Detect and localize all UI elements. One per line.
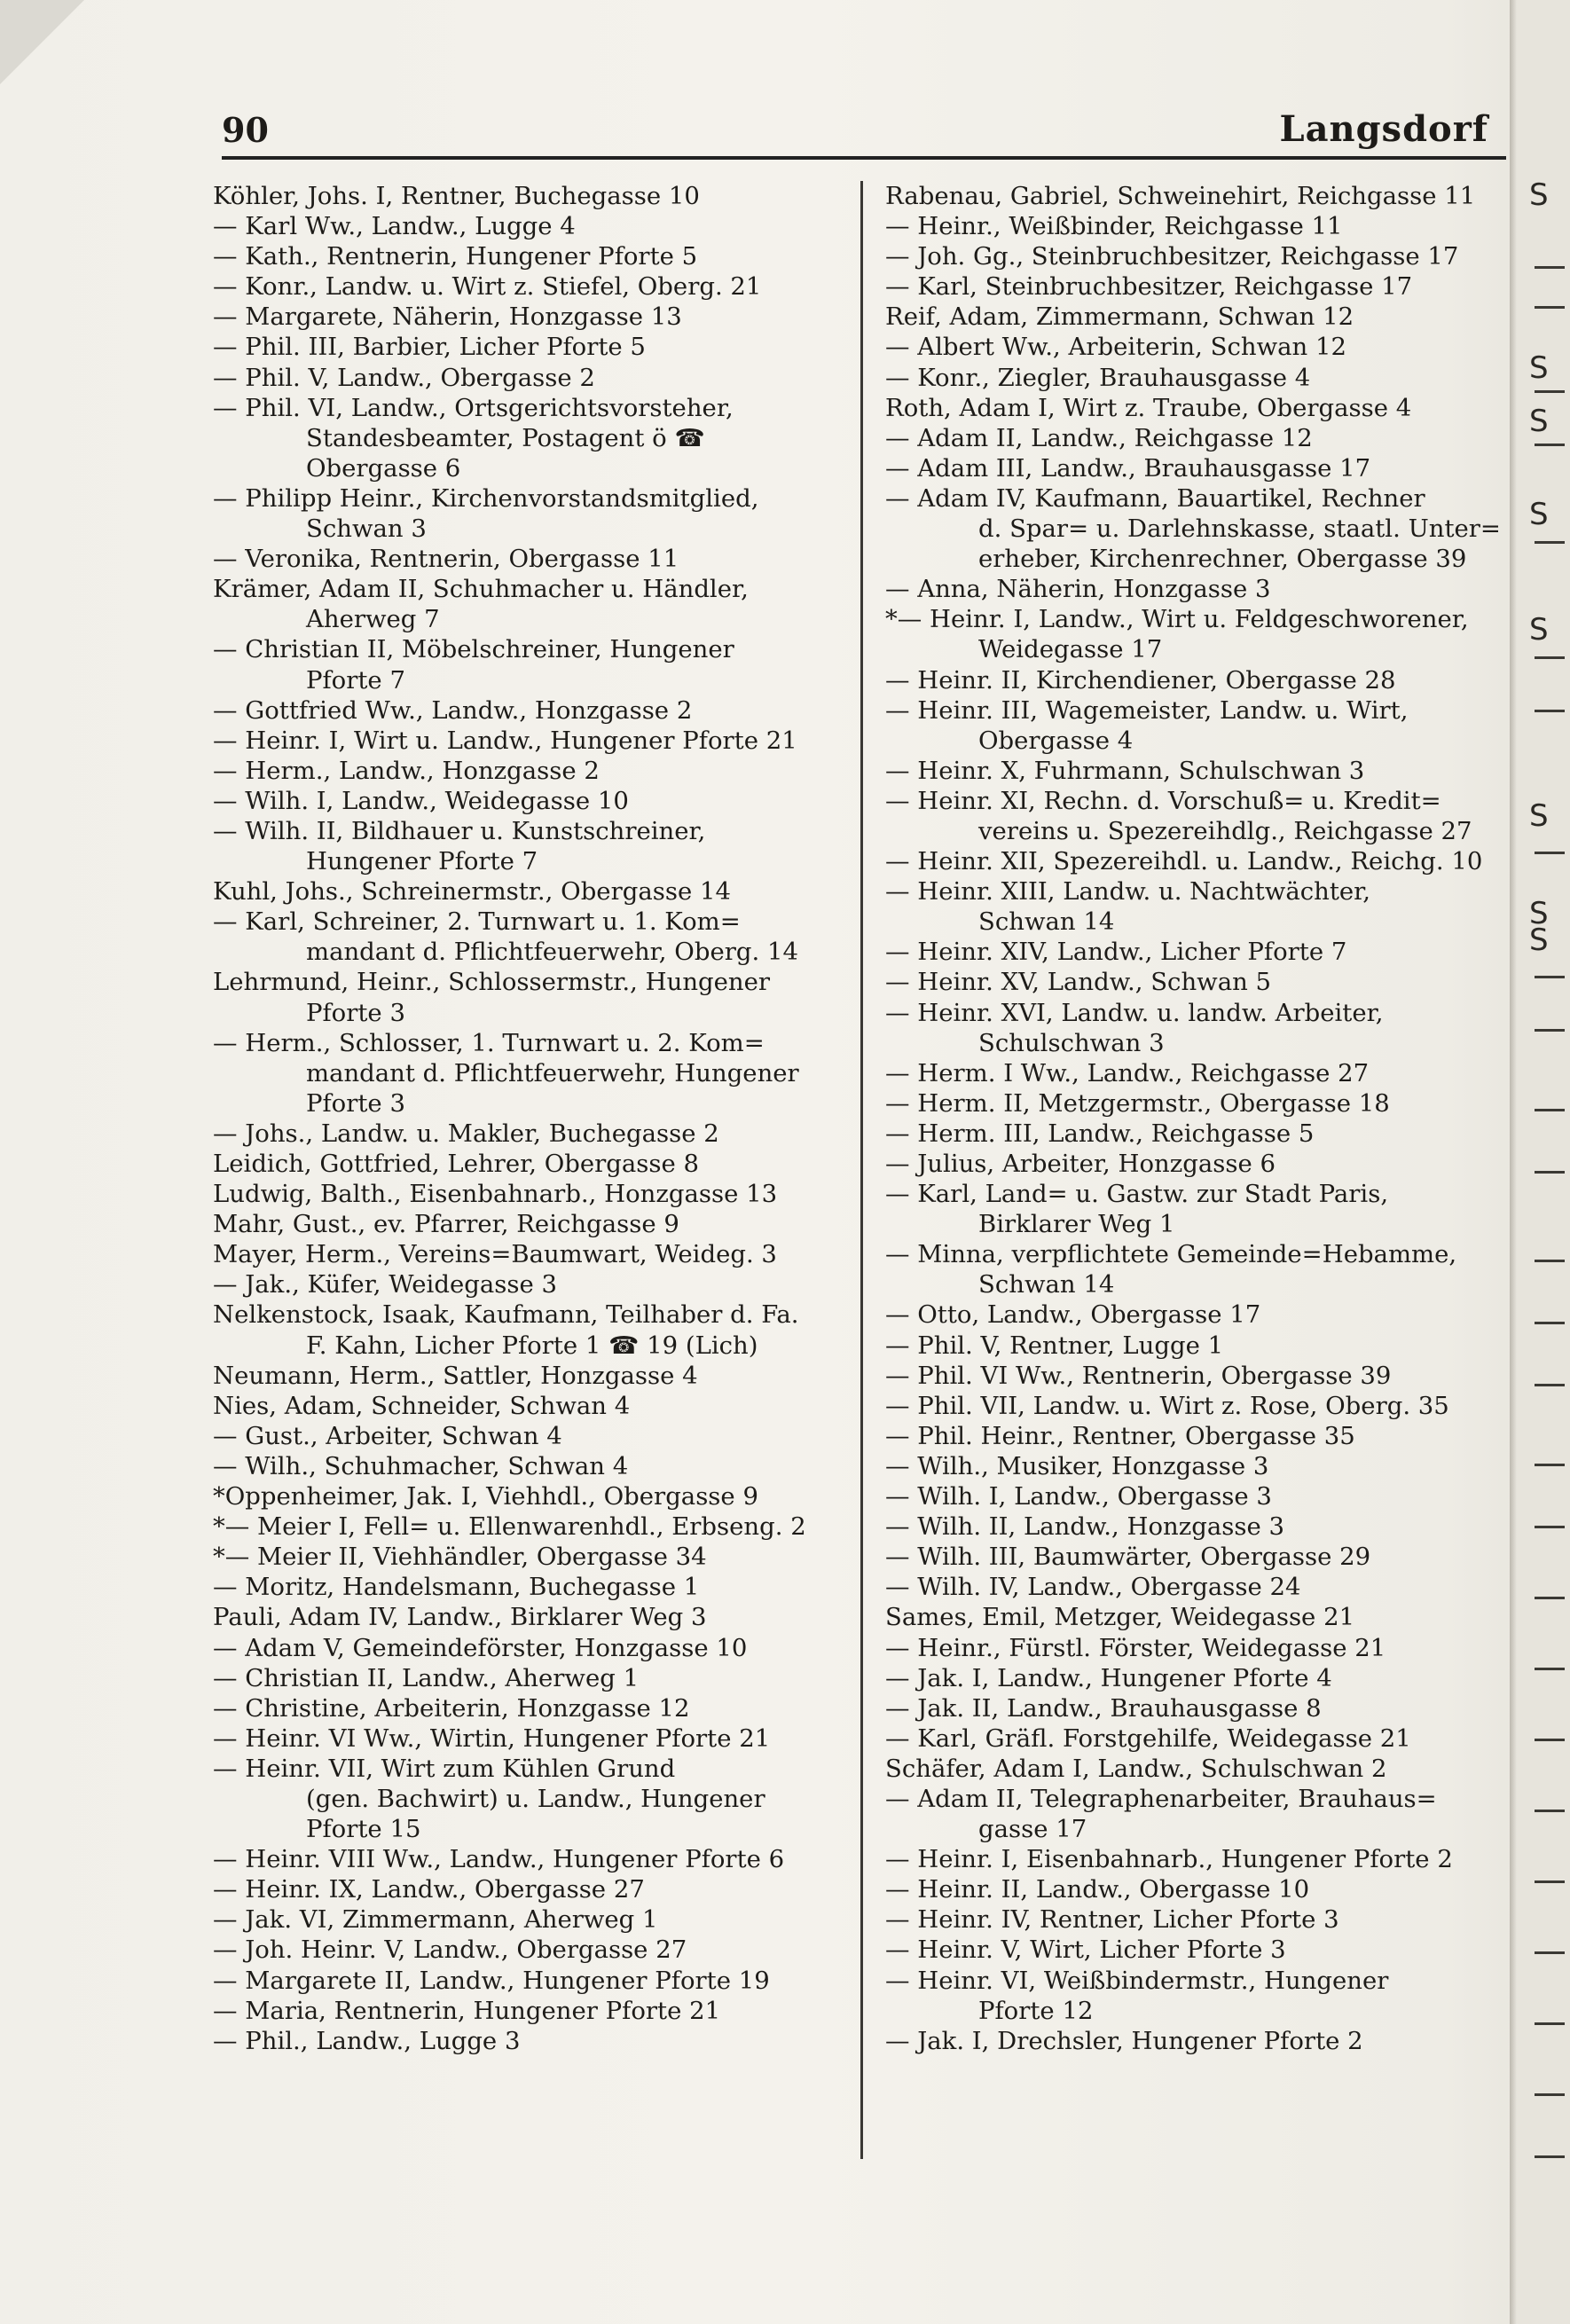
adjacent-page-edge <box>1510 0 1570 2324</box>
directory-entry-continuation: Hungener Pforte 7 <box>306 847 538 876</box>
adjacent-page-letter: S <box>1529 923 1549 958</box>
adjacent-page-dash <box>1535 1597 1565 1599</box>
directory-entry-continuation: Obergasse 4 <box>978 726 1134 755</box>
directory-entry: — Heinr. X, Fuhrmann, Schulschwan 3 <box>885 756 1365 785</box>
directory-entry: — Jak. II, Landw., Brauhausgasse 8 <box>885 1693 1322 1723</box>
directory-entry: — Christian II, Landw., Aherweg 1 <box>213 1663 640 1692</box>
directory-entry: Schäfer, Adam I, Landw., Schulschwan 2 <box>885 1754 1387 1783</box>
adjacent-page-letter: S <box>1529 612 1549 648</box>
directory-entry: — Heinr. XII, Spezereihdl. u. Landw., Reichg. 10 <box>885 847 1483 876</box>
directory-entry: — Wilh. I, Landw., Obergasse 3 <box>885 1482 1272 1511</box>
directory-entry: — Phil. III, Barbier, Licher Pforte 5 <box>213 333 646 362</box>
left-column <box>213 181 834 2056</box>
directory-entry: — Jak., Küfer, Weidegasse 3 <box>213 1270 557 1299</box>
directory-entry: Nelkenstock, Isaak, Kaufmann, Teilhaber d. Fa. <box>213 1300 799 1330</box>
adjacent-page-dash <box>1535 710 1565 712</box>
directory-entry: — Karl, Schreiner, 2. Turnwart u. 1. Kom= <box>213 907 741 937</box>
directory-entry: — Heinr. I, Eisenbahnarb., Hungener Pforte 2 <box>885 1845 1453 1874</box>
directory-entry-continuation: Pforte 15 <box>306 1815 421 1844</box>
adjacent-page-dash <box>1535 1880 1565 1883</box>
directory-entry: — Adam II, Telegraphenarbeiter, Brauhaus= <box>885 1784 1437 1813</box>
directory-entry: — Minna, verpflichtete Gemeinde=Hebamme, <box>885 1240 1457 1269</box>
directory-entry: — Heinr. VI, Weißbindermstr., Hungener <box>885 1966 1389 1995</box>
adjacent-page-dash <box>1535 1739 1565 1741</box>
directory-entry: — Anna, Näherin, Honzgasse 3 <box>885 575 1271 604</box>
adjacent-page-dash <box>1535 266 1565 269</box>
directory-entry: — Herm. I Ww., Landw., Reichgasse 27 <box>885 1058 1370 1087</box>
directory-entry-continuation: Pforte 7 <box>306 665 405 695</box>
adjacent-page-dash <box>1535 444 1565 446</box>
directory-entry-continuation: Schulschwan 3 <box>978 1028 1165 1057</box>
directory-entry-continuation: Schwan 3 <box>306 514 427 544</box>
directory-entry: — Wilh. III, Baumwärter, Obergasse 29 <box>885 1543 1371 1572</box>
directory-entry: — Margarete, Näherin, Honzgasse 13 <box>213 302 682 332</box>
directory-entry: — Gottfried Ww., Landw., Honzgasse 2 <box>213 695 693 725</box>
directory-entry-continuation: Aherweg 7 <box>306 605 440 634</box>
directory-entry: — Johs., Landw. u. Makler, Buchegasse 2 <box>213 1119 719 1148</box>
directory-entry-continuation: Obergasse 6 <box>306 453 461 483</box>
page-corner-fold <box>0 0 84 84</box>
adjacent-page-dash <box>1535 1464 1565 1466</box>
directory-entry: — Joh. Heinr. V, Landw., Obergasse 27 <box>213 1935 687 1965</box>
adjacent-page-dash <box>1535 1951 1565 1954</box>
directory-entry: — Kath., Rentnerin, Hungener Pforte 5 <box>213 242 698 271</box>
directory-entry: — Phil. Heinr., Rentner, Obergasse 35 <box>885 1421 1355 1450</box>
directory-entry: — Otto, Landw., Obergasse 17 <box>885 1300 1261 1330</box>
directory-entry: — Heinr. IV, Rentner, Licher Pforte 3 <box>885 1905 1339 1935</box>
directory-entry-continuation: gasse 17 <box>978 1815 1087 1844</box>
directory-entry: — Heinr. XI, Rechn. d. Vorschuß= u. Kredit= <box>885 786 1441 815</box>
directory-entry: — Moritz, Handelsmann, Buchegasse 1 <box>213 1573 700 1602</box>
adjacent-page-dash <box>1535 2093 1565 2096</box>
directory-entry: Köhler, Johs. I, Rentner, Buchegasse 10 <box>213 182 700 210</box>
column-divider <box>860 181 863 2159</box>
directory-entry: — Gust., Arbeiter, Schwan 4 <box>213 1421 562 1450</box>
directory-entry: — Jak. I, Drechsler, Hungener Pforte 2 <box>885 2026 1363 2055</box>
right-column <box>885 181 1506 2056</box>
directory-entry: — Wilh., Schuhmacher, Schwan 4 <box>213 1451 629 1480</box>
directory-entry: — Konr., Landw. u. Wirt z. Stiefel, Oberg. 21 <box>213 272 762 302</box>
directory-entry-continuation: vereins u. Spezereihdlg., Reichgasse 27 <box>978 816 1472 845</box>
directory-entry: — Philipp Heinr., Kirchenvorstandsmitglied, <box>213 483 759 513</box>
directory-entry: — Heinr. VI Ww., Wirtin, Hungener Pforte 21 <box>213 1723 771 1753</box>
directory-entry: — Julius, Arbeiter, Honzgasse 6 <box>885 1150 1276 1178</box>
adjacent-page-letter: S <box>1529 798 1549 834</box>
directory-entry: — Phil. VII, Landw. u. Wirt z. Rose, Oberg. 35 <box>885 1391 1449 1420</box>
directory-entry: — Karl, Land= u. Gastw. zur Stadt Paris, <box>885 1180 1389 1209</box>
directory-entry: — Heinr. III, Wagemeister, Landw. u. Wirt, <box>885 695 1409 725</box>
directory-entry: — Wilh., Musiker, Honzgasse 3 <box>885 1451 1269 1480</box>
adjacent-page-dash <box>1535 1384 1565 1386</box>
adjacent-page-dash <box>1535 1526 1565 1528</box>
adjacent-page-letter: S <box>1529 404 1549 439</box>
directory-entry: Lehrmund, Heinr., Schlossermstr., Hungener <box>213 968 771 997</box>
directory-entry: — Herm. III, Landw., Reichgasse 5 <box>885 1119 1315 1148</box>
adjacent-page-dash <box>1535 852 1565 854</box>
directory-entry: — Veronika, Rentnerin, Obergasse 11 <box>213 545 679 574</box>
directory-entry: — Christine, Arbeiterin, Honzgasse 12 <box>213 1693 690 1723</box>
adjacent-page-letter: S <box>1529 497 1549 532</box>
directory-entry: — Karl, Gräfl. Forstgehilfe, Weidegasse 21 <box>885 1723 1411 1753</box>
directory-entry-continuation: Pforte 3 <box>306 998 405 1027</box>
directory-entry: Mayer, Herm., Vereins=Baumwart, Weideg. 3 <box>213 1240 777 1269</box>
directory-entry: — Karl, Steinbruchbesitzer, Reichgasse 17 <box>885 272 1413 302</box>
directory-entry-continuation: Pforte 3 <box>306 1088 405 1118</box>
directory-entry: — Wilh. IV, Landw., Obergasse 24 <box>885 1573 1301 1602</box>
adjacent-page-dash <box>1535 1810 1565 1812</box>
directory-entry: *— Meier II, Viehhändler, Obergasse 34 <box>213 1543 707 1572</box>
directory-entry: Reif, Adam, Zimmermann, Schwan 12 <box>885 302 1354 332</box>
directory-entry: — Adam V, Gemeindeförster, Honzgasse 10 <box>213 1633 748 1662</box>
directory-entry: — Heinr. II, Landw., Obergasse 10 <box>885 1875 1310 1904</box>
directory-entry-continuation: d. Spar= u. Darlehnskasse, staatl. Unter= <box>978 514 1501 544</box>
directory-entry: — Karl Ww., Landw., Lugge 4 <box>213 212 576 241</box>
directory-entry: — Heinr. I, Wirt u. Landw., Hungener Pforte 21 <box>213 726 797 755</box>
directory-entry: — Jak. I, Landw., Hungener Pforte 4 <box>885 1663 1332 1692</box>
adjacent-page-dash <box>1535 1029 1565 1032</box>
directory-entry: — Heinr. XIII, Landw. u. Nachtwächter, <box>885 877 1371 907</box>
adjacent-page-dash <box>1535 976 1565 978</box>
directory-entry: Krämer, Adam II, Schuhmacher u. Händler, <box>213 575 749 604</box>
directory-entry: — Heinr. XVI, Landw. u. landw. Arbeiter, <box>885 998 1384 1027</box>
adjacent-page-dash <box>1535 1668 1565 1670</box>
directory-entry: — Maria, Rentnerin, Hungener Pforte 21 <box>213 1996 721 2025</box>
directory-entry: — Margarete II, Landw., Hungener Pforte 19 <box>213 1966 770 1995</box>
directory-entry-continuation: Weidegasse 17 <box>978 635 1163 664</box>
directory-entry: — Wilh. II, Bildhauer u. Kunstschreiner, <box>213 816 706 845</box>
directory-entry-continuation: Schwan 14 <box>978 1270 1115 1299</box>
directory-entry: — Heinr. VIII Ww., Landw., Hungener Pforte 6 <box>213 1845 785 1874</box>
directory-entry: Ludwig, Balth., Eisenbahnarb., Honzgasse 13 <box>213 1180 778 1209</box>
running-head: Langsdorf <box>1279 108 1488 150</box>
directory-entry: Neumann, Herm., Sattler, Honzgasse 4 <box>213 1361 698 1390</box>
directory-entry: — Christian II, Möbelschreiner, Hungener <box>213 635 734 664</box>
directory-entry: — Albert Ww., Arbeiterin, Schwan 12 <box>885 333 1346 362</box>
page-gutter-shadow <box>1510 0 1517 2324</box>
adjacent-page-dash <box>1535 541 1565 544</box>
directory-entry: — Heinr. IX, Landw., Obergasse 27 <box>213 1875 645 1904</box>
directory-entry: — Wilh. II, Landw., Honzgasse 3 <box>885 1512 1284 1542</box>
directory-entry: Kuhl, Johs., Schreinermstr., Obergasse 14 <box>213 877 731 907</box>
adjacent-page-letter: S <box>1529 896 1549 931</box>
directory-entry: — Wilh. I, Landw., Weidegasse 10 <box>213 786 629 815</box>
directory-entry: — Phil. V, Rentner, Lugge 1 <box>885 1331 1224 1360</box>
directory-entry-continuation: erheber, Kirchenrechner, Obergasse 39 <box>978 545 1467 574</box>
directory-entry: Leidich, Gottfried, Lehrer, Obergasse 8 <box>213 1150 700 1178</box>
directory-entry-continuation: Birklarer Weg 1 <box>978 1210 1175 1239</box>
directory-entry: — Adam II, Landw., Reichgasse 12 <box>885 423 1313 452</box>
adjacent-page-dash <box>1535 1322 1565 1324</box>
directory-entry: — Phil. VI, Landw., Ortsgerichtsvorsteher, <box>213 393 734 422</box>
adjacent-page-letter: S <box>1529 177 1549 213</box>
directory-entry: — Herm., Schlosser, 1. Turnwart u. 2. Kom= <box>213 1028 765 1057</box>
directory-entry: — Heinr. V, Wirt, Licher Pforte 3 <box>885 1935 1286 1965</box>
directory-entry-continuation: Standesbeamter, Postagent ö ☎ <box>306 423 705 452</box>
adjacent-page-dash <box>1535 390 1565 393</box>
directory-entry: Roth, Adam I, Wirt z. Traube, Obergasse 4 <box>885 393 1412 422</box>
directory-entry: — Jak. VI, Zimmermann, Aherweg 1 <box>213 1905 658 1935</box>
adjacent-page-dash <box>1535 2155 1565 2158</box>
directory-entry: — Heinr. II, Kirchendiener, Obergasse 28 <box>885 665 1396 695</box>
directory-entry: — Heinr. VII, Wirt zum Kühlen Grund <box>213 1754 676 1783</box>
directory-entry-continuation: Schwan 14 <box>978 907 1115 937</box>
directory-entry: — Herm. II, Metzgermstr., Obergasse 18 <box>885 1088 1390 1118</box>
adjacent-page-dash <box>1535 2022 1565 2025</box>
directory-entry: — Joh. Gg., Steinbruchbesitzer, Reichgasse 17 <box>885 242 1459 271</box>
directory-entry-continuation: mandant d. Pflichtfeuerwehr, Oberg. 14 <box>306 938 798 967</box>
page-number: 90 <box>222 110 269 150</box>
directory-entry: — Heinr., Fürstl. Förster, Weidegasse 21 <box>885 1633 1386 1662</box>
directory-entry: — Heinr. XV, Landw., Schwan 5 <box>885 968 1272 997</box>
adjacent-page-dash <box>1535 656 1565 659</box>
directory-entry: Nies, Adam, Schneider, Schwan 4 <box>213 1391 631 1420</box>
directory-entry: — Adam IV, Kaufmann, Bauartikel, Rechner <box>885 483 1425 513</box>
directory-entry: Rabenau, Gabriel, Schweinehirt, Reichgasse 11 <box>885 182 1476 210</box>
directory-entry: Sames, Emil, Metzger, Weidegasse 21 <box>885 1603 1355 1632</box>
directory-entry: — Herm., Landw., Honzgasse 2 <box>213 756 600 785</box>
page-header <box>222 105 1506 160</box>
directory-entry: Pauli, Adam IV, Landw., Birklarer Weg 3 <box>213 1603 707 1632</box>
directory-entry: — Konr., Ziegler, Brauhausgasse 4 <box>885 363 1311 392</box>
directory-entry-continuation: (gen. Bachwirt) u. Landw., Hungener <box>306 1784 765 1813</box>
directory-entry: *Oppenheimer, Jak. I, Viehhdl., Obergasse 9 <box>213 1482 758 1511</box>
adjacent-page-letter: S <box>1529 350 1549 386</box>
directory-entry: Mahr, Gust., ev. Pfarrer, Reichgasse 9 <box>213 1210 679 1239</box>
adjacent-page-dash <box>1535 1171 1565 1174</box>
directory-entry: *— Heinr. I, Landw., Wirt u. Feldgeschworener, <box>885 605 1469 634</box>
directory-entry: — Phil. V, Landw., Obergasse 2 <box>213 363 595 392</box>
adjacent-page-dash <box>1535 1109 1565 1111</box>
directory-entry-continuation: F. Kahn, Licher Pforte 1 ☎ 19 (Lich) <box>306 1331 758 1360</box>
adjacent-page-dash <box>1535 1260 1565 1262</box>
directory-entry: — Phil., Landw., Lugge 3 <box>213 2026 521 2055</box>
directory-entry: — Heinr. XIV, Landw., Licher Pforte 7 <box>885 938 1347 967</box>
directory-entry: *— Meier I, Fell= u. Ellenwarenhdl., Erbseng. 2 <box>213 1512 806 1542</box>
directory-entry-continuation: Pforte 12 <box>978 1996 1094 2025</box>
directory-entry: — Phil. VI Ww., Rentnerin, Obergasse 39 <box>885 1361 1392 1390</box>
directory-entry-continuation: mandant d. Pflichtfeuerwehr, Hungener <box>306 1058 799 1087</box>
directory-entry: — Heinr., Weißbinder, Reichgasse 11 <box>885 212 1343 241</box>
directory-entry: — Adam III, Landw., Brauhausgasse 17 <box>885 453 1371 483</box>
adjacent-page-dash <box>1535 306 1565 309</box>
